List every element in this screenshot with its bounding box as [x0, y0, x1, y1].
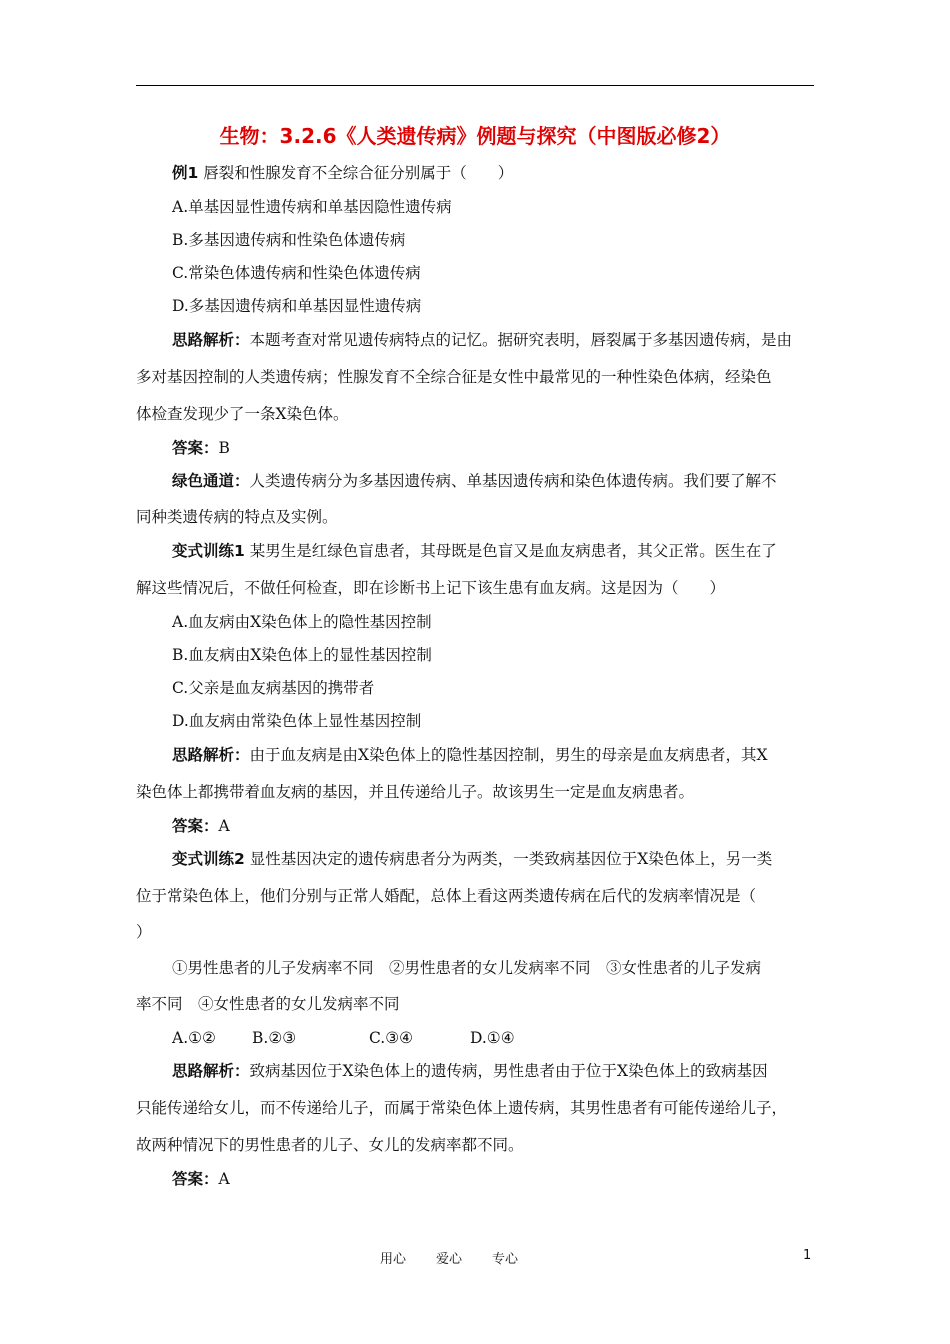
example-1-stem [172, 163, 513, 183]
answer-line [172, 1169, 230, 1189]
question-text: 位于常染色体上，他们分别与正常人婚配，总体上看这两类遗传病在后代的发病率情况是（ [136, 887, 757, 905]
variant-label: 变式训练1 [172, 542, 245, 560]
analysis-text: 致病基因位于X染色体上的遗传病，男性患者由于位于X染色体上的致病基因 [249, 1062, 768, 1080]
analysis-label: 思路解析： [172, 331, 250, 349]
answer-label: 答案： [172, 1170, 219, 1188]
variant-2-stem [172, 849, 772, 869]
option-b: B.②③ [252, 1029, 297, 1047]
option-c: C.父亲是血友病基因的携带者 [172, 679, 375, 697]
analysis-line [172, 330, 792, 350]
analysis-text: 本题考查对常见遗传病特点的记忆。据研究表明，唇裂属于多基因遗传病，是由 [249, 331, 793, 349]
variant-1-stem [172, 541, 777, 561]
page-number: 1 [803, 1248, 812, 1263]
green-channel-line [172, 471, 777, 491]
analysis-line: 多对基因控制的人类遗传病；性腺发育不全综合征是女性中最常见的一种性染色体病，经染色 [136, 368, 772, 386]
answer-line [172, 438, 230, 458]
question-text: 显性基因决定的遗传病患者分为两类，一类致病基因位于X染色体上，另一类 [244, 850, 773, 868]
footer-word: 专心 [492, 1252, 519, 1267]
footer-word: 用心 [380, 1252, 407, 1267]
analysis-line: 故两种情况下的男性患者的儿子、女儿的发病率都不同。 [136, 1136, 524, 1154]
header-rule [136, 85, 814, 86]
answer-line [172, 816, 230, 836]
statement-items: ①男性患者的儿子发病率不同 ②男性患者的女儿发病率不同 ③女性患者的儿子发病 [172, 959, 762, 977]
option-d: D.血友病由常染色体上显性基因控制 [172, 712, 422, 730]
question-text: 解这些情况后，不做任何检查，即在诊断书上记下该生患有血友病。这是因为（ ） [136, 579, 726, 597]
footer-word: 爱心 [436, 1252, 463, 1267]
answer-value: A [218, 1170, 230, 1188]
page-title: 生物：3.2.6《人类遗传病》例题与探究（中图版必修2） [219, 124, 731, 148]
analysis-label: 思路解析： [172, 746, 250, 764]
option-d: D.①④ [470, 1029, 515, 1047]
footer-motto [380, 1248, 548, 1267]
analysis-line: 染色体上都携带着血友病的基因，并且传递给儿子。故该男生一定是血友病患者。 [136, 783, 695, 801]
analysis-label: 思路解析： [172, 1062, 250, 1080]
option-b: B.血友病由X染色体上的显性基因控制 [172, 646, 432, 664]
option-d: D.多基因遗传病和单基因显性遗传病 [172, 297, 422, 315]
option-a: A.单基因显性遗传病和单基因隐性遗传病 [172, 198, 452, 216]
variant-label: 变式训练2 [172, 850, 245, 868]
analysis-text: 由于血友病是由X染色体上的隐性基因控制，男生的母亲是血友病患者，其X [249, 746, 768, 764]
question-text: 唇裂和性腺发育不全综合征分别属于（ ） [198, 164, 514, 182]
statement-items: 率不同 ④女性患者的女儿发病率不同 [136, 995, 400, 1013]
example-label: 例1 [172, 164, 199, 182]
answer-label: 答案： [172, 817, 219, 835]
analysis-line: 体检查发现少了一条X染色体。 [136, 405, 349, 423]
analysis-line [172, 745, 768, 765]
green-channel-line: 同种类遗传病的特点及实例。 [136, 508, 338, 526]
answer-value: B [218, 439, 230, 457]
option-c: C.常染色体遗传病和性染色体遗传病 [172, 264, 421, 282]
option-a: A.血友病由X染色体上的隐性基因控制 [172, 613, 432, 631]
answer-value: A [218, 817, 230, 835]
question-text: 某男生是红绿色盲患者，其母既是色盲又是血友病患者，其父正常。医生在了 [244, 542, 777, 560]
green-channel-label: 绿色通道： [172, 472, 250, 490]
green-channel-text: 人类遗传病分为多基因遗传病、单基因遗传病和染色体遗传病。我们要了解不 [249, 472, 777, 490]
analysis-line: 只能传递给女儿，而不传递给儿子，而属于常染色体上遗传病，其男性患者有可能传递给儿子， [136, 1099, 788, 1117]
answer-label: 答案： [172, 439, 219, 457]
option-b: B.多基因遗传病和性染色体遗传病 [172, 231, 406, 249]
option-c: C.③④ [369, 1029, 414, 1047]
option-a: A.①② [172, 1029, 216, 1047]
analysis-line [172, 1061, 768, 1081]
question-text: ） [136, 923, 152, 941]
